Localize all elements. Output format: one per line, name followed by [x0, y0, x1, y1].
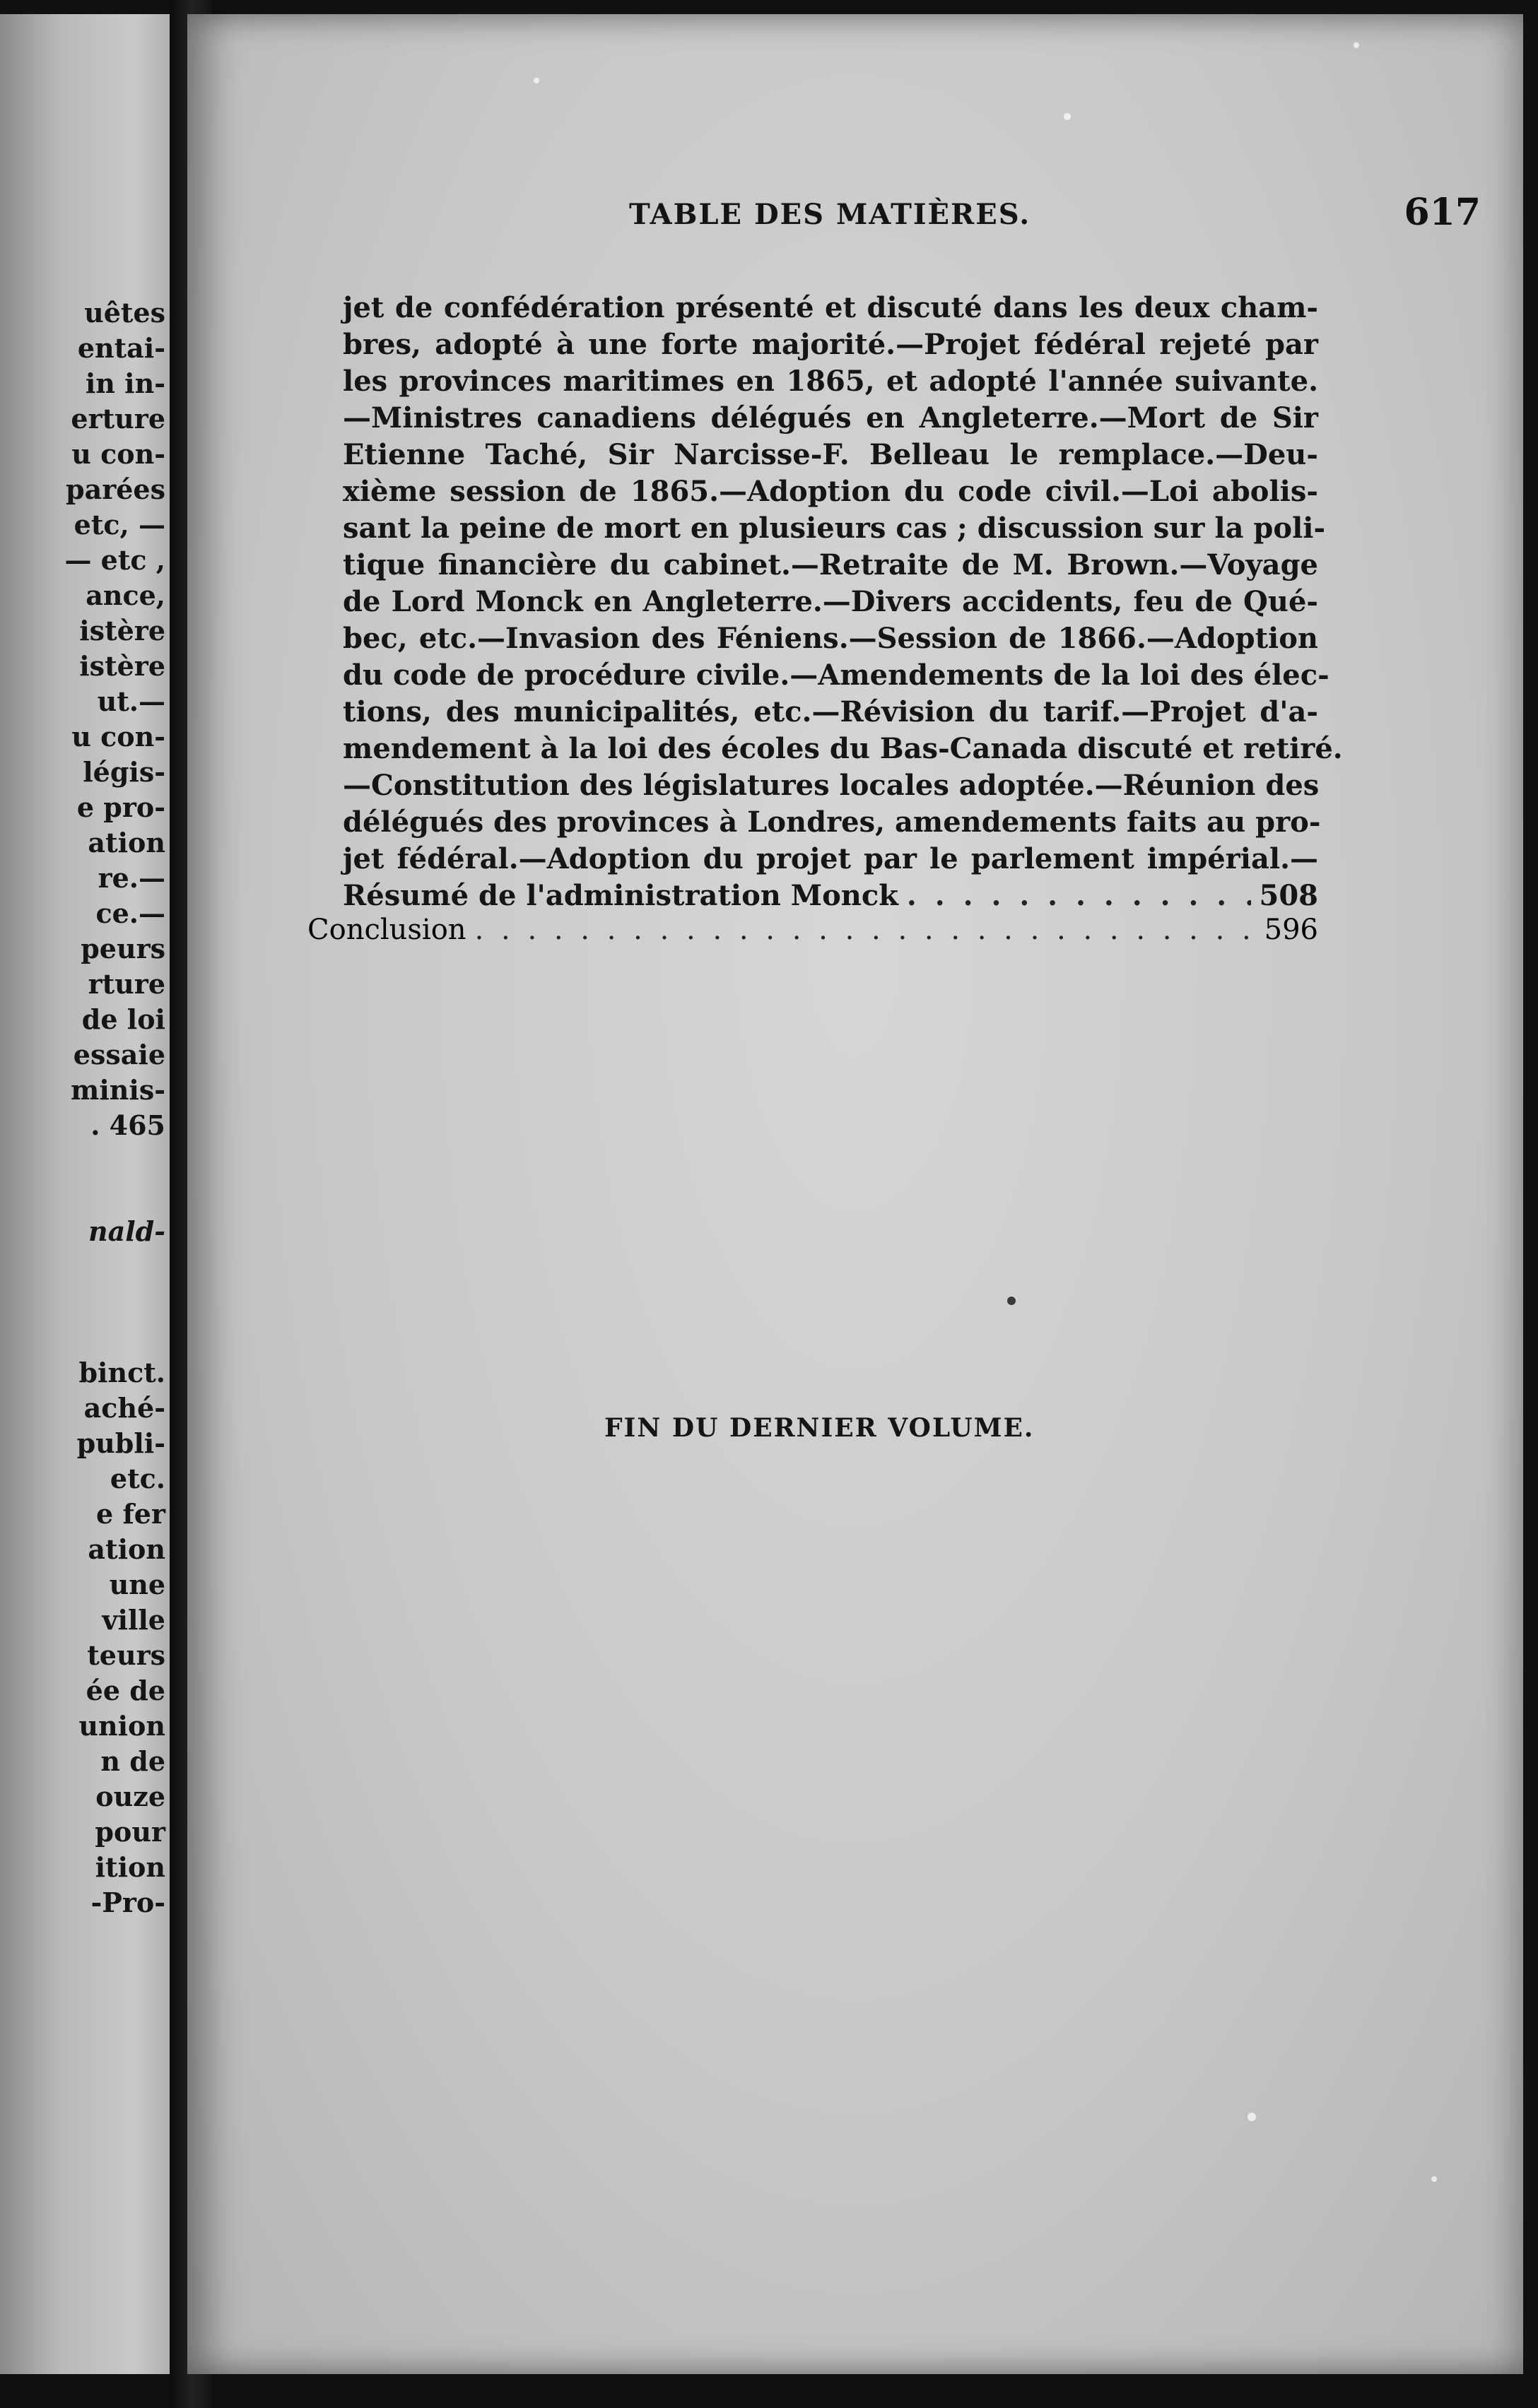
running-head: TABLE DES MATIÈRES.	[629, 198, 1031, 231]
left-page-line: ce.—	[95, 897, 165, 929]
adjacent-page-fragment	[0, 14, 170, 2374]
toc-line: tions, des municipalités, etc.—Révision du tarif.—Projet d'a-	[343, 695, 1318, 728]
left-page-line: publi-	[76, 1427, 165, 1459]
toc-line: sant la peine de mort en plusieurs cas ; discussion sur la poli-	[343, 512, 1326, 545]
left-page-line: erture	[71, 403, 165, 435]
ink-speck	[1007, 1297, 1016, 1305]
toc-line: mendement à la loi des écoles du Bas-Canada discuté et retiré.	[343, 732, 1343, 765]
end-of-volume: FIN DU DERNIER VOLUME.	[604, 1413, 1035, 1443]
dot-leader	[907, 878, 1251, 914]
left-page-line: pour	[95, 1816, 165, 1848]
paper-speck	[1064, 113, 1071, 120]
left-page-line: ation	[88, 827, 165, 858]
toc-final-entry-page: 508	[1259, 879, 1318, 912]
toc-line: jet de confédération présenté et discuté dans les deux cham-	[343, 291, 1318, 324]
left-page-line: minis-	[71, 1074, 165, 1106]
left-page-line: parées	[66, 473, 165, 505]
paper-speck	[534, 78, 539, 83]
left-page-line: binct.	[78, 1357, 165, 1388]
left-page-line: essaie	[73, 1039, 165, 1070]
toc-line: —Constitution des législatures locales adoptée.—Réunion des	[343, 769, 1320, 802]
left-page-line: ance,	[86, 579, 165, 611]
toc-final-entry	[343, 878, 1318, 914]
left-page-line: ition	[95, 1851, 165, 1883]
page-number: 617	[1404, 191, 1481, 234]
toc-line: les provinces maritimes en 1865, et adopté l'année suivante.	[343, 365, 1318, 398]
toc-final-entry-label: Résumé de l'administration Monck	[343, 879, 898, 912]
left-page-line: légis-	[83, 756, 165, 788]
paper-speck	[1248, 2113, 1256, 2121]
left-page-line: uêtes	[84, 297, 165, 329]
left-page-line: peurs	[81, 933, 165, 964]
book-page	[187, 14, 1523, 2374]
left-page-line: u con-	[71, 721, 165, 752]
paper-speck	[1354, 42, 1359, 48]
left-page-line: aché-	[83, 1392, 165, 1424]
toc-line: du code de procédure civile.—Amendements de la loi des élec-	[343, 659, 1329, 692]
paper-speck	[1431, 2176, 1437, 2182]
left-page-line: rture	[88, 968, 165, 1000]
toc-line: bec, etc.—Invasion des Féniens.—Session de 1866.—Adoption	[343, 622, 1318, 655]
toc-entry-text	[343, 290, 1343, 914]
dot-leader	[475, 911, 1256, 948]
left-page-line: e pro-	[76, 791, 165, 823]
toc-line: jet fédéral.—Adoption du projet par le parlement impérial.—	[343, 842, 1318, 875]
left-page-line: istère	[79, 615, 165, 647]
toc-line: —Ministres canadiens délégués en Angleterre.—Mort de Sir	[343, 401, 1318, 435]
left-page-line: u con-	[71, 438, 165, 470]
left-page-line: . 465	[90, 1109, 165, 1141]
toc-line: xième session de 1865.—Adoption du code civil.—Loi abolis-	[343, 475, 1318, 508]
left-page-line: de loi	[81, 1003, 165, 1035]
conclusion-entry	[307, 911, 1318, 948]
left-page-line: ville	[102, 1604, 165, 1636]
left-page-line: nald-	[88, 1215, 165, 1247]
left-page-line: istère	[79, 650, 165, 682]
left-page-line: entai-	[77, 332, 165, 364]
left-page-line: n de	[100, 1745, 165, 1777]
conclusion-label: Conclusion	[307, 914, 466, 946]
left-page-line: e fer	[96, 1498, 165, 1530]
left-page-line: ut.—	[97, 685, 165, 717]
left-page-line: in in-	[85, 367, 165, 399]
conclusion-page: 596	[1264, 914, 1318, 946]
left-page-line: union	[78, 1710, 165, 1742]
toc-line: de Lord Monck en Angleterre.—Divers accidents, feu de Qué-	[343, 585, 1318, 618]
left-page-line: ée de	[86, 1675, 165, 1706]
left-page-line: — etc ,	[64, 544, 165, 576]
left-page-line: teurs	[87, 1639, 165, 1671]
left-page-line: etc, —	[74, 509, 165, 541]
toc-line: tique financière du cabinet.—Retraite de M. Brown.—Voyage	[343, 548, 1318, 582]
left-page-line: re.—	[98, 862, 165, 894]
left-page-line: ouze	[95, 1781, 165, 1812]
left-page-line: -Pro-	[90, 1887, 165, 1918]
left-page-line: etc.	[110, 1463, 165, 1494]
toc-line: Etienne Taché, Sir Narcisse-F. Belleau le remplace.—Deu-	[343, 438, 1318, 471]
toc-line: bres, adopté à une forte majorité.—Projet fédéral rejeté par	[343, 328, 1318, 361]
left-page-line: une	[109, 1569, 165, 1600]
left-page-line: ation	[88, 1533, 165, 1565]
toc-line: délégués des provinces à Londres, amendements faits au pro-	[343, 805, 1321, 839]
